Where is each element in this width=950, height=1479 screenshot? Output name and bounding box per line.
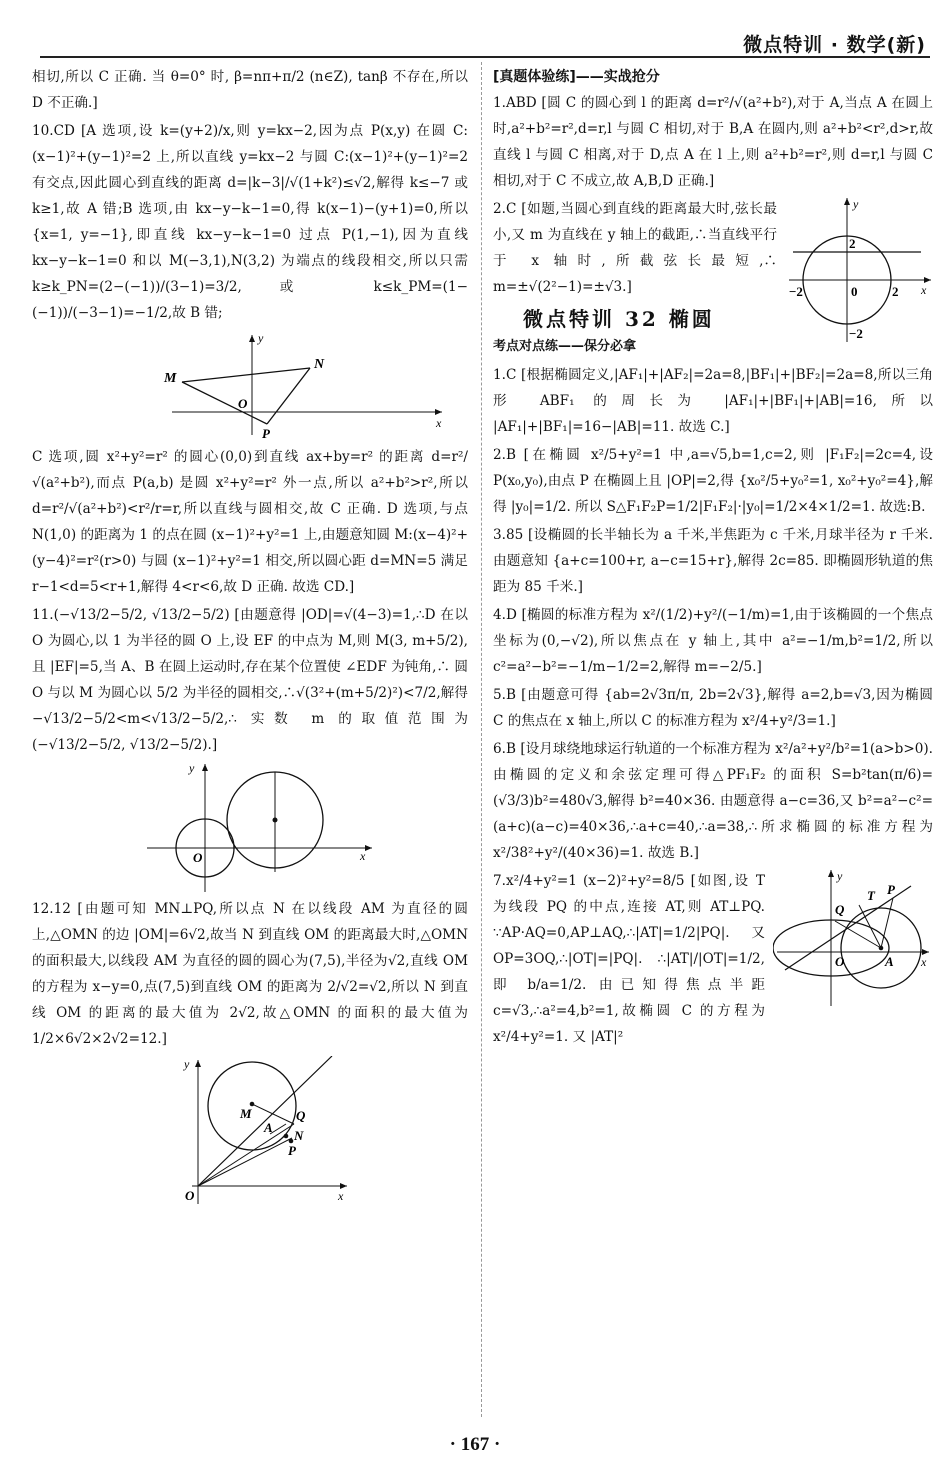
fig-e7-label-q: Q [835, 902, 845, 917]
figure-11-two-circles [147, 762, 377, 892]
fig-zt2-label-o: 0 [851, 284, 858, 299]
ellipse-answer-2: 2.B [在椭圆 x²/5+y²=1 中,a=√5,b=1,c=2,则 |F₁F₂|=2c=4,设 P(x₀,y₀),由点 P 在椭圆上且 |OP|=2,得 {x₀²/5+y₀²=1, x₀²+y₀²=4},解得 |y₀|=1/2. 所以 S△F₁F₂P=1/2|F₁F₂|·|y₀|=1/2×4×1/2=1. 故选:B. [493, 447, 933, 515]
left-column [32, 64, 468, 1210]
fig10-label-y: y [258, 331, 264, 345]
fig12-label-a: A [264, 1120, 273, 1135]
fig-zt2-tick-x2: 2 [892, 284, 899, 299]
right-column [493, 64, 933, 1052]
fig-e7-label-p: P [887, 882, 895, 897]
ellipse-answer-4: 4.D [椭圆的标准方程为 x²/(1/2)+y²/(−1/m)=1,由于该椭圆的一个焦点坐标为(0,−√2),所以焦点在 y 轴上,其中 a²=−1/m,b²=1/2,所以 c²=a²−b²=−1/m−1/2=2,解得 m=−2/5.] [493, 607, 933, 675]
fig10-label-m: M [164, 371, 177, 386]
real-answer-1: 1.ABD [圆 C 的圆心到 l 的距离 d=r²/√(a²+b²),对于 A,当点 A 在圆上时,a²+b²=r²,d=r,l 与圆 C 相切,对于 B,A 在圆内,则 a²+b²<r²,d>r,故直线 l 与圆 C 相离,对于 D,点 A 在 l 上,则 a²+b²=r²,则 d=r,l 与圆 C 相切,对于 C 不成立,故 A,B,D 正确.] [493, 95, 933, 189]
fig-e7-label-t: T [867, 888, 875, 903]
fig10-label-p: P [262, 426, 270, 440]
fig-zt2-label-y: y [853, 197, 859, 211]
fig11-label-x: x [360, 849, 366, 863]
figure-10-line-segment [152, 330, 452, 440]
fig-e7-label-a: A [885, 954, 894, 969]
column-divider [481, 62, 482, 1417]
fig-zt2-label-x: x [921, 283, 927, 297]
figure-e7-ellipse [773, 868, 933, 1008]
fig12-label-x: x [338, 1189, 344, 1203]
ellipse-answer-3: 3.85 [设椭圆的长半轴长为 a 千米,半焦距为 c 千米,月球半径为 r 千米. 由题意知 {a+c=100+r, a−c=15+r},解得 2c=85. 即椭圆形轨道的焦距为 85 千米.] [493, 527, 933, 595]
fig-e7-label-o: O [835, 954, 845, 969]
section-head-zhenti: [真题体验练]——实战抢分 [493, 69, 660, 85]
fig12-label-o: O [185, 1188, 195, 1203]
fig12-label-m: M [240, 1106, 252, 1121]
section-title-32: 微点特训 32 椭圆 [523, 307, 715, 331]
fig10-label-x: x [436, 416, 442, 430]
page-number: · 167 · [449, 1434, 501, 1455]
answer-9-tail: 相切,所以 C 正确. 当 θ=0° 时, β=nπ+π/2 (n∈Z), tanβ 不存在,所以 D 不正确.] [32, 69, 468, 111]
answer-10: 10.CD [A 选项,设 k=(y+2)/x,则 y=kx−2,因为点 P(x,y) 在圆 C:(x−1)²+(y−1)²=2 上,所以直线 y=kx−2 与圆 C:(x−1)²+(y−1)²=2 有交点,因此圆心到直线的距离 d=|k−3|/√(1+k²)≤√2,解得 k≤−7 或 k≥1,故 A 错;B 选项,由 kx−y−k−1=0,得 k(x−1)−(y+1)=0,所以 {x=1, y=−1},即直线 kx−y−k−1=0 过点 P(1,−1),因为直线 kx−y−k−1=0 和以 M(−3,1),N(3,2) 为端点的线段相交,所以只需 k≥k_PN=(2−(−1))/(3−1)=3/2,或 k≤k_PM=(1−(−1))/(−3−1)=−1/2,故 B 错; [32, 123, 468, 321]
real-answer-2: 2.C [如题,当圆心到直线的距离最大时,弦长最小,又 m 为直线在 y 轴上的截距,∴当直线平行于 x 轴时,所截弦长最短,∴ m=±√(2²−1)=±√3.] [493, 201, 777, 295]
fig12-label-p: P [288, 1143, 296, 1158]
fig12-label-y: y [184, 1057, 190, 1071]
ellipse-answer-6: 6.B [设月球绕地球运行轨道的一个标准方程为 x²/a²+y²/b²=1(a>b>0). 由椭圆的定义和余弦定理可得△PF₁F₂ 的面积 S=b²tan(π/6)=(√3/3)b²=480√3,解得 b²=40×36. 由题意得 a−c=36,又 b²=a²−c²=(a+c)(a−c)=40×36,∴a+c=40,∴a=38,∴所求椭圆的标准方程为 x²/38²+y²/(40×36)=1. 故选 B.] [493, 741, 933, 861]
section-head-kaodian: 考点对点练——保分必拿 [493, 339, 637, 354]
figure-12-circle-line [182, 1056, 352, 1206]
ellipse-answer-1: 1.C [根据椭圆定义,|AF₁|+|AF₂|=2a=8,|BF₁|+|BF₂|=2a=8,所以三角形 ABF₁ 的周长为 |AF₁|+|BF₁|+|AB|=16,所以 |AF₁|+|BF₁|=16−|AB|=11. 故选 C.] [493, 367, 933, 435]
fig12-label-n: N [294, 1128, 304, 1143]
ellipse-answer-5: 5.B [由题意可得 {ab=2√3π/π, 2b=2√3},解得 a=2,b=√3,因为椭圆 C 的焦点在 x 轴上,所以 C 的标准方程为 x²/4+y²/3=1.] [493, 687, 933, 729]
fig11-label-y: y [189, 762, 195, 775]
ellipse-answer-7: 7.x²/4+y²=1 (x−2)²+y²=8/5 [如图,设 T 为线段 PQ 的中点,连接 AT,则 AT⊥PQ. ∵AP·AQ=0,AP⊥AQ,∴|AT|=1/2|PQ|. 又 OP=3OQ,∴|OT|=|PQ|. ∴|AT|/|OT|=1/2,即 b/a=1/2. 由已知得焦点半距 c=√3,∴a²=4,b²=1,故椭圆 C 的方程为 x²/4+y²=1. 又 |AT|² [493, 873, 765, 1045]
answer-11: 11.(−√13/2−5/2, √13/2−5/2) [由题意得 |OD|=√(4−3)=1,∴D 在以 O 为圆心,以 1 为半径的圆 O 上,设 EF 的中点为 M,则 M(3, m+5/2),且 |EF|=5,当 A、B 在圆上运动时,存在某个位置使 ∠EDF 为钝角,∴ 圆 O 与以 M 为圆心以 5/2 为半径的圆相交,∴√(3²+(m+5/2)²)<7/2,解得 −√13/2−5/2<m<√13/2−5/2,∴ 实数 m 的取值范围为 (−√13/2−5/2, √13/2−5/2).] [32, 607, 468, 753]
figure-zt2-circle [785, 196, 933, 344]
fig-zt2-tick-2: 2 [849, 236, 856, 251]
answer-12: 12.12 [由题可知 MN⊥PQ,所以点 N 在以线段 AM 为直径的圆上,△OMN 的边 |OM|=6√2,故当 N 到直线 OM 的距离最大时,△OMN 的面积最大,以线段 AM 为直径的圆的圆心为(7,5),半径为√2,直线 OM 的方程为 x−y=0,点(7,5)到直线 OM 的距离为 2/√2=√2,所以 N 到直线 OM 的距离的最大值为 2√2,故△OMN 的面积的最大值为 1/2×6√2×2√2=12.] [32, 901, 468, 1047]
header-rule [40, 56, 930, 58]
fig11-label-o: O [193, 850, 203, 865]
header-title: 微点特训 · 数学(新) [743, 34, 926, 56]
answer-10-c-d: C 选项,圆 x²+y²=r² 的圆心(0,0)到直线 ax+by=r² 的距离 d=r²/√(a²+b²),而点 P(a,b) 是圆 x²+y²=r² 外一点,所以 a²+b²>r²,所以 d=r²/√(a²+b²)<r²/r=r,所以直线与圆相交,故 C 正确. D 选项,与点 N(1,0) 的距离为 1 的点在圆 (x−1)²+y²=1 上,由题意知圆 M:(x−4)²+(y−4)²=r²(r>0) 与圆 (x−1)²+y²=1 相交,所以圆心距 d=MN=5 满足 r−1<d=5<r+1,解得 4<r<6,故 D 正确. 故选 CD.] [32, 449, 468, 595]
fig-zt2-tick-neg2: −2 [849, 326, 863, 341]
fig10-label-n: N [314, 357, 325, 372]
page-header [0, 0, 950, 58]
fig10-label-o: O [238, 396, 248, 411]
fig-e7-label-y: y [837, 869, 843, 883]
fig-zt2-tick-xneg2: −2 [789, 284, 803, 299]
fig12-label-q: Q [296, 1108, 306, 1123]
fig-e7-label-x: x [921, 955, 927, 969]
